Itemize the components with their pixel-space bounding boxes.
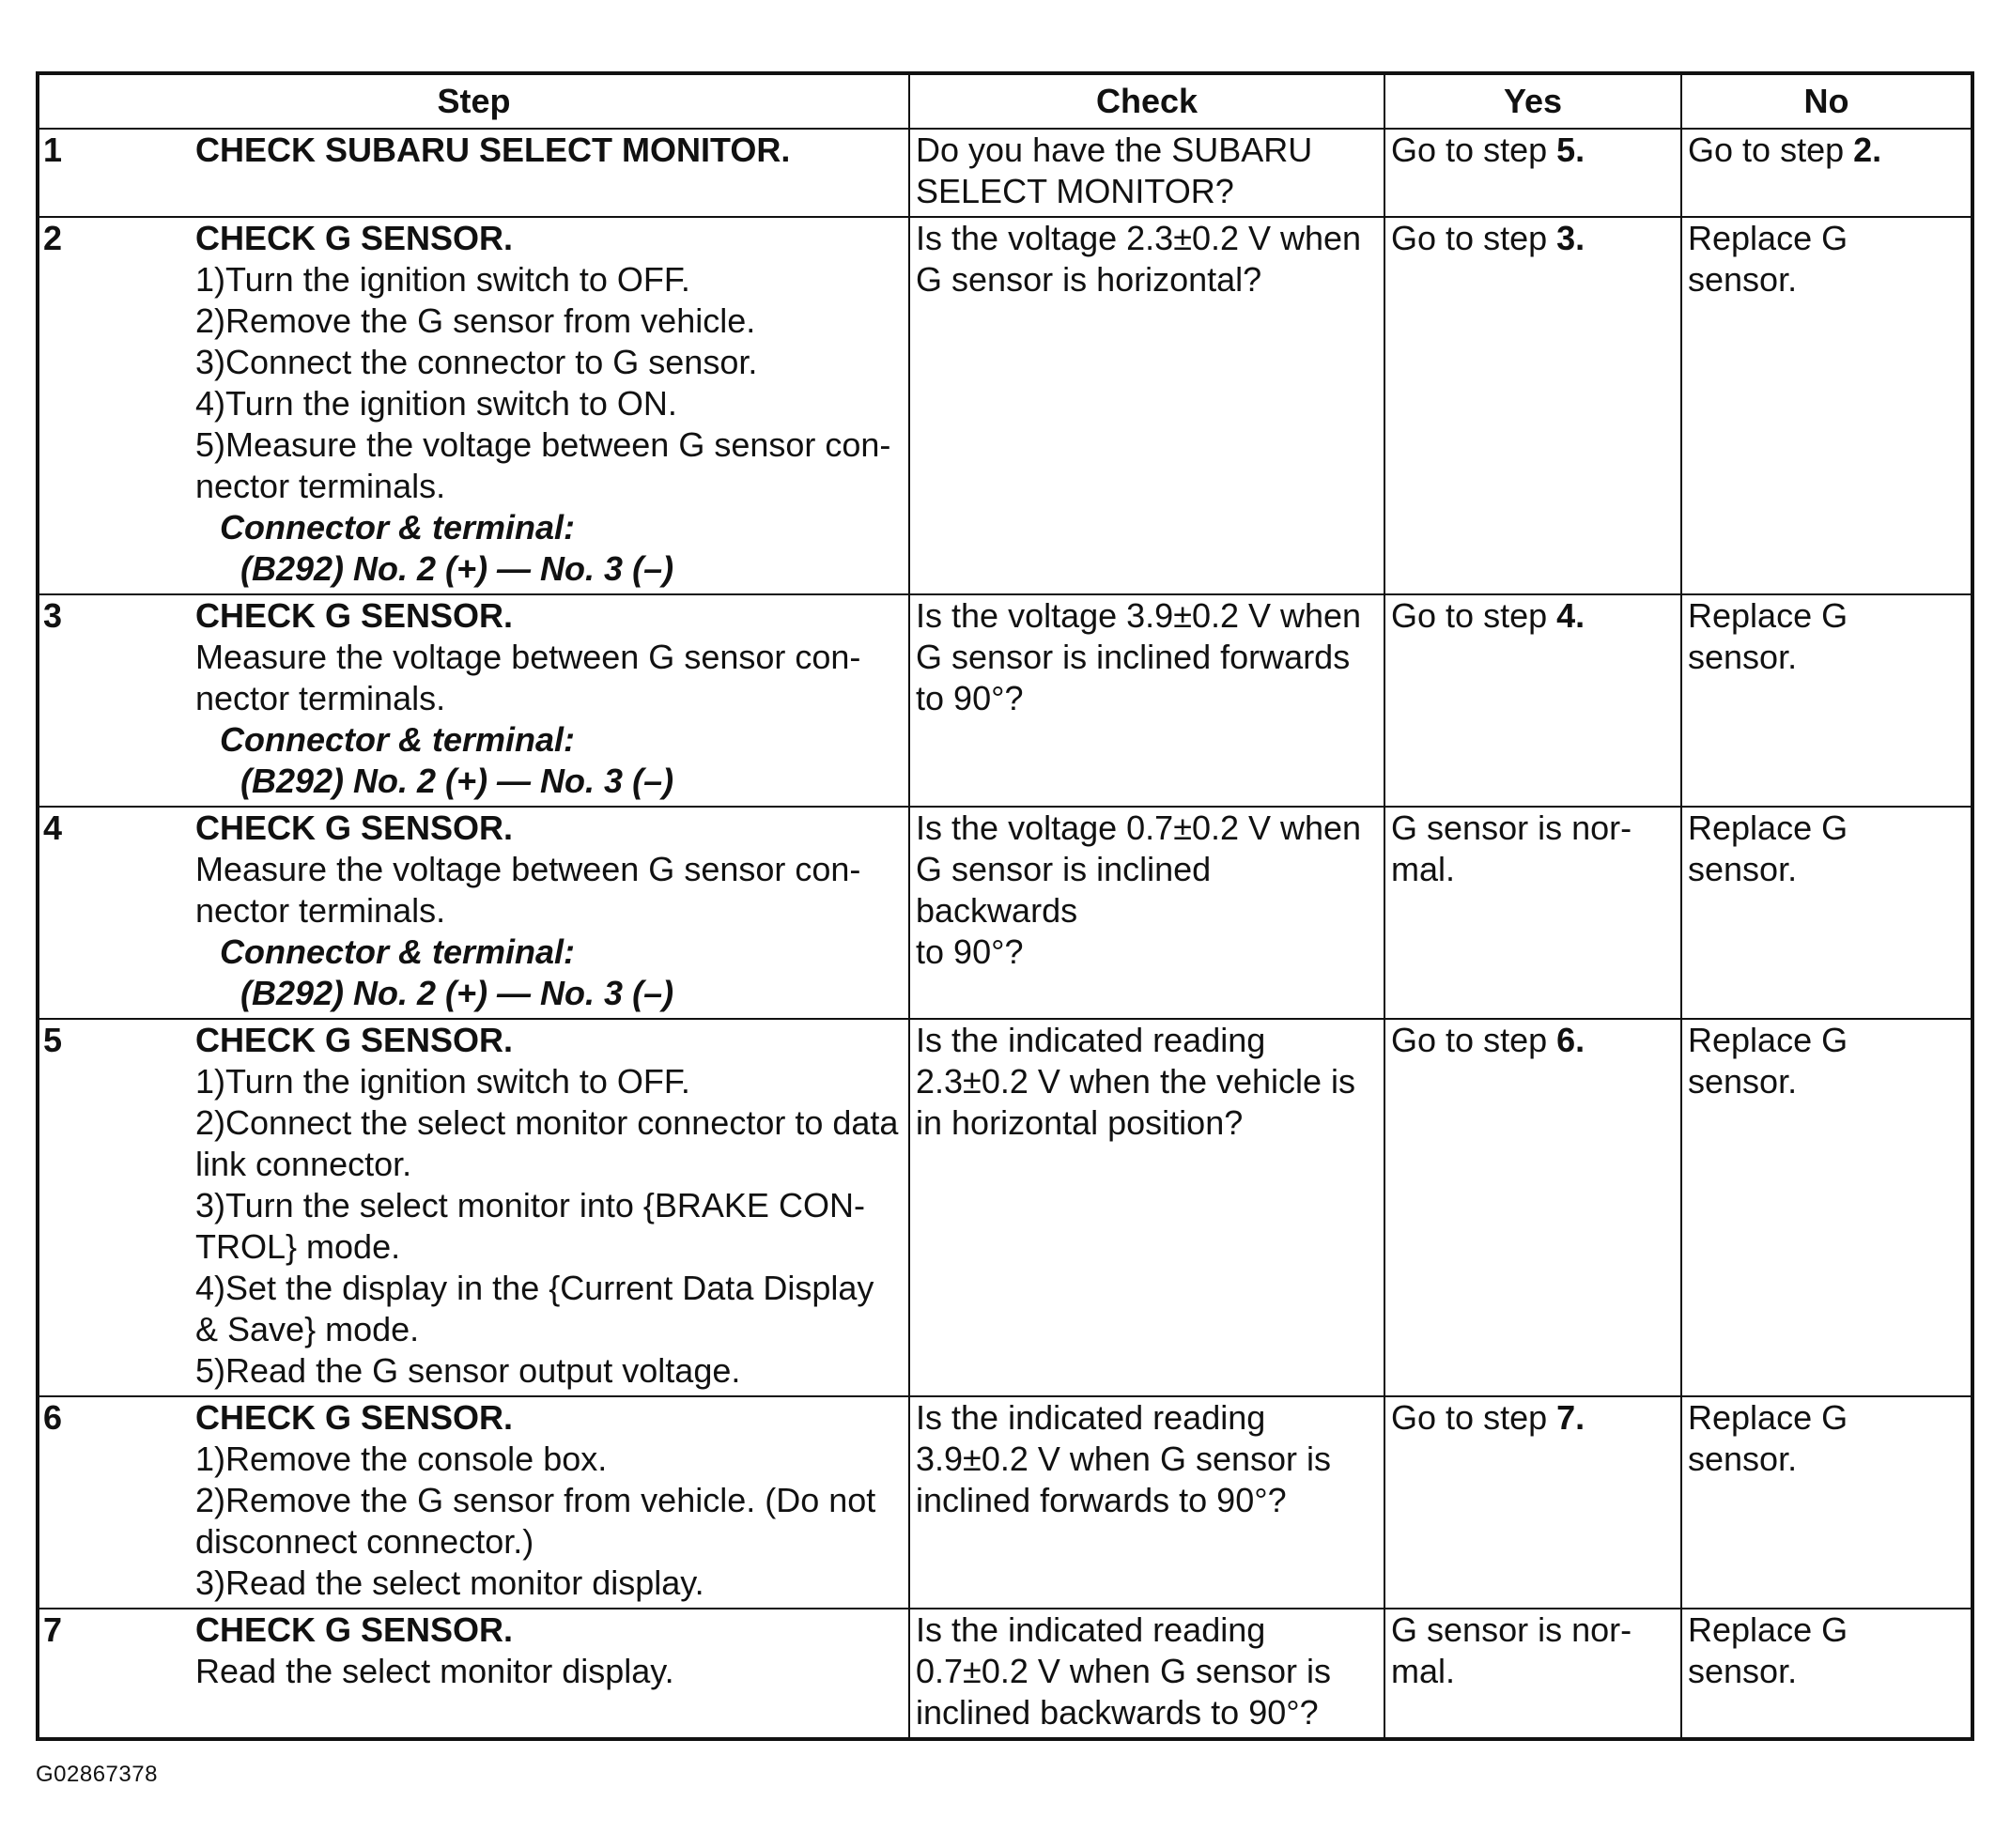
step-description	[195, 217, 909, 594]
diagnostic-table	[36, 71, 1974, 1741]
step-instruction: 2)Remove the G sensor from vehicle.	[195, 301, 756, 340]
header-no: No	[1681, 73, 1972, 129]
step-description	[195, 594, 909, 807]
step-number: 5	[38, 1019, 195, 1396]
no-result-text: Replace G sensor.	[1688, 1021, 1848, 1101]
yes-result-text: Go to step	[1391, 219, 1557, 257]
check-line: Is the indicated reading	[916, 1610, 1266, 1649]
step-description	[195, 1396, 909, 1609]
no-result-text: Go to step	[1688, 131, 1854, 169]
step-instruction: 2)Connect the select monitor connector to data	[195, 1103, 899, 1142]
check-line: Is the voltage 2.3±0.2 V when	[916, 219, 1362, 257]
yes-result-step-ref: 5.	[1556, 131, 1585, 169]
yes-result	[1384, 807, 1681, 1019]
check-line: 0.7±0.2 V when G sensor is	[916, 1652, 1331, 1690]
check-line: Do you have the SUBARU	[916, 131, 1313, 169]
check-question	[909, 807, 1384, 1019]
step-instruction: TROL} mode.	[195, 1227, 401, 1266]
step-description	[195, 807, 909, 1019]
step-number: 1	[38, 129, 195, 217]
yes-result-text: Go to step	[1391, 1021, 1557, 1059]
step-title: CHECK SUBARU SELECT MONITOR.	[195, 131, 791, 169]
no-result-text: Replace G sensor.	[1688, 808, 1848, 888]
table-row	[38, 1609, 1972, 1739]
connector-label: Connector & terminal:	[220, 720, 576, 759]
yes-result-step-ref: 3.	[1556, 219, 1585, 257]
no-result	[1681, 217, 1972, 594]
yes-result-text: Go to step	[1391, 131, 1557, 169]
yes-result	[1384, 217, 1681, 594]
no-result-text: Replace G sensor.	[1688, 596, 1848, 676]
check-question	[909, 594, 1384, 807]
step-instruction: 5)Measure the voltage between G sensor con-	[195, 425, 891, 464]
check-line: G sensor is inclined forwards	[916, 638, 1351, 676]
step-instruction: Read the select monitor display.	[195, 1652, 674, 1690]
check-line: Is the voltage 0.7±0.2 V when	[916, 808, 1362, 847]
step-instruction: Measure the voltage between G sensor con-	[195, 638, 861, 676]
diagnostic-procedure-sheet	[36, 71, 1971, 1741]
header-check: Check	[909, 73, 1384, 129]
yes-result	[1384, 1019, 1681, 1396]
step-instruction: 3)Connect the connector to G sensor.	[195, 343, 758, 381]
check-line: Is the indicated reading	[916, 1398, 1266, 1437]
yes-result-step-ref: 6.	[1556, 1021, 1585, 1059]
no-result-text: Replace G sensor.	[1688, 1398, 1848, 1478]
header-step: Step	[38, 73, 909, 129]
step-instruction: disconnect connector.)	[195, 1522, 534, 1561]
step-instruction: & Save} mode.	[195, 1310, 420, 1348]
table-row	[38, 807, 1972, 1019]
yes-result	[1384, 594, 1681, 807]
table-row	[38, 594, 1972, 807]
connector-terminals: (B292) No. 2 (+) — No. 3 (–)	[240, 974, 674, 1012]
yes-result-text: Go to step	[1391, 596, 1557, 635]
step-number: 4	[38, 807, 195, 1019]
no-result	[1681, 1609, 1972, 1739]
yes-result-step-ref: 7.	[1556, 1398, 1585, 1437]
step-instruction: nector terminals.	[195, 891, 446, 930]
check-line: inclined backwards to 90°?	[916, 1693, 1319, 1732]
check-line: 3.9±0.2 V when G sensor is	[916, 1440, 1331, 1478]
check-line: inclined forwards to 90°?	[916, 1481, 1287, 1519]
table-row	[38, 1396, 1972, 1609]
step-instruction: 4)Set the display in the {Current Data Display	[195, 1269, 874, 1307]
yes-result-text: Go to step	[1391, 1398, 1557, 1437]
step-title: CHECK G SENSOR.	[195, 808, 514, 847]
check-question	[909, 1396, 1384, 1609]
connector-label: Connector & terminal:	[220, 508, 576, 547]
step-instruction: 3)Read the select monitor display.	[195, 1563, 704, 1602]
table-row	[38, 217, 1972, 594]
step-number: 2	[38, 217, 195, 594]
yes-result	[1384, 1609, 1681, 1739]
step-number: 7	[38, 1609, 195, 1739]
check-line: to 90°?	[916, 932, 1024, 971]
yes-result	[1384, 1396, 1681, 1609]
step-instruction: 5)Read the G sensor output voltage.	[195, 1351, 741, 1390]
check-question	[909, 129, 1384, 217]
check-line: SELECT MONITOR?	[916, 172, 1234, 210]
step-number: 3	[38, 594, 195, 807]
step-title: CHECK G SENSOR.	[195, 1021, 514, 1059]
table-row	[38, 1019, 1972, 1396]
yes-result	[1384, 129, 1681, 217]
check-question	[909, 217, 1384, 594]
step-instruction: 3)Turn the select monitor into {BRAKE CON-	[195, 1186, 865, 1224]
step-instruction: 1)Turn the ignition switch to OFF.	[195, 1062, 690, 1101]
check-line: G sensor is inclined backwards	[916, 850, 1212, 930]
no-result	[1681, 594, 1972, 807]
step-description	[195, 129, 909, 217]
check-line: 2.3±0.2 V when the vehicle is	[916, 1062, 1356, 1101]
check-question	[909, 1019, 1384, 1396]
step-title: CHECK G SENSOR.	[195, 219, 514, 257]
step-instruction: 2)Remove the G sensor from vehicle. (Do not	[195, 1481, 876, 1519]
check-line: G sensor is horizontal?	[916, 260, 1262, 299]
check-line: Is the indicated reading	[916, 1021, 1266, 1059]
yes-result-text: G sensor is nor- mal.	[1391, 1610, 1632, 1690]
step-description	[195, 1609, 909, 1739]
yes-result-text: G sensor is nor- mal.	[1391, 808, 1632, 888]
step-title: CHECK G SENSOR.	[195, 1610, 514, 1649]
connector-terminals: (B292) No. 2 (+) — No. 3 (–)	[240, 549, 674, 588]
check-line: in horizontal position?	[916, 1103, 1244, 1142]
step-instruction: Measure the voltage between G sensor con-	[195, 850, 861, 888]
step-instruction: nector terminals.	[195, 679, 446, 717]
step-instruction: 1)Turn the ignition switch to OFF.	[195, 260, 690, 299]
no-result	[1681, 1019, 1972, 1396]
check-line: Is the voltage 3.9±0.2 V when	[916, 596, 1362, 635]
no-result	[1681, 807, 1972, 1019]
step-number: 6	[38, 1396, 195, 1609]
connector-terminals: (B292) No. 2 (+) — No. 3 (–)	[240, 762, 674, 800]
table-header-row	[38, 73, 1972, 129]
step-title: CHECK G SENSOR.	[195, 1398, 514, 1437]
check-line: to 90°?	[916, 679, 1024, 717]
figure-id: G02867378	[36, 1762, 158, 1787]
step-instruction: 1)Remove the console box.	[195, 1440, 608, 1478]
no-result-text: Replace G sensor.	[1688, 219, 1848, 299]
step-instruction: link connector.	[195, 1145, 412, 1183]
check-question	[909, 1609, 1384, 1739]
table-row	[38, 129, 1972, 217]
header-yes: Yes	[1384, 73, 1681, 129]
step-description	[195, 1019, 909, 1396]
connector-label: Connector & terminal:	[220, 932, 576, 971]
no-result	[1681, 129, 1972, 217]
no-result-step-ref: 2.	[1853, 131, 1882, 169]
step-instruction: nector terminals.	[195, 467, 446, 505]
step-instruction: 4)Turn the ignition switch to ON.	[195, 384, 677, 423]
step-title: CHECK G SENSOR.	[195, 596, 514, 635]
no-result-text: Replace G sensor.	[1688, 1610, 1848, 1690]
yes-result-step-ref: 4.	[1556, 596, 1585, 635]
no-result	[1681, 1396, 1972, 1609]
